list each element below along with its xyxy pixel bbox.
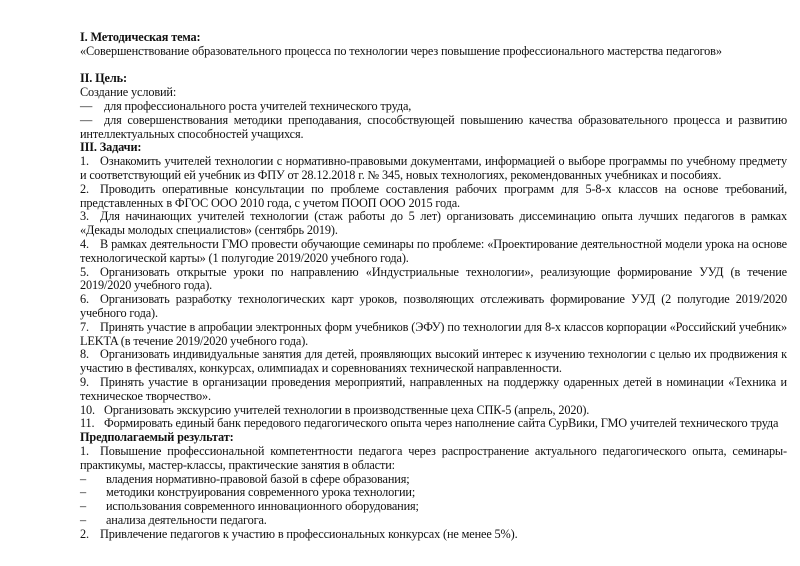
item-number: 3. xyxy=(80,209,89,224)
result-item xyxy=(80,445,787,473)
item-number: 10. xyxy=(80,402,95,417)
section1-heading: I. Методическая тема: xyxy=(80,30,201,44)
task-text: Организовать разработку технологических карт уроков, позволяющих отслеживать формирование УУД (2 полугодие 2019/2020 учебного года). xyxy=(80,292,787,320)
task-item xyxy=(80,321,787,349)
item-number: 1. xyxy=(80,443,89,458)
result-item-text: Привлечение педагогов к участию в профессиональных конкурсах (не менее 5%). xyxy=(100,526,518,541)
section3-heading: III. Задачи: xyxy=(80,140,142,155)
dash-marker: – xyxy=(80,499,86,514)
goal-bullet xyxy=(80,100,787,114)
result-bullet xyxy=(80,473,787,487)
result-bullet-text: методики конструирования современного урока технологии; xyxy=(106,485,416,500)
task-text: Организовать индивидуальные занятия для детей, проявляющих высокий интерес к изучению технологии с целью их продвижения к участию в фестивалях, конкурсах, олимпиадах и соревнованиях технической направленности. xyxy=(80,347,787,376)
result-bullet xyxy=(80,514,787,528)
task-text: Для начинающих учителей технологии (стаж работы до 5 лет) организовать диссеминацию опыта лучших педагогов в рамках «Декады молодых специалистов» (сентябрь 2019). xyxy=(80,209,787,238)
item-number: 6. xyxy=(80,292,89,307)
task-text: Принять участие в апробации электронных форм учебников (ЭФУ) по технологии для 8-х классов корпорации «Российский учебник» LEKTA (в течение 2019/2020 учебного года). xyxy=(80,319,787,348)
task-text: Организовать открытые уроки по направлению «Индустриальные технологии», реализующие формирование УУД (в течение 2019/2020 учебного года). xyxy=(80,264,787,293)
goal-intro: Создание условий: xyxy=(80,85,177,100)
result-bullet-text: использования современного инновационного оборудования; xyxy=(106,499,419,514)
task-item xyxy=(80,293,787,321)
result-bullet-text: анализа деятельности педагога. xyxy=(106,512,267,527)
document-page xyxy=(80,31,787,541)
task-text: Проводить оперативные консультации по проблеме составления рабочих программ для 5-8-х классов на основе требований, представленных в ФГОС ООО 2010 года, с учетом ПООП ООО 2015 года. xyxy=(80,181,787,210)
item-number: 2. xyxy=(80,181,89,196)
task-item xyxy=(80,210,787,238)
section4-heading: Предполагаемый результат: xyxy=(80,430,234,445)
task-text: Принять участие в организации проведения мероприятий, направленных на поддержку одаренных детей в номинации «Техника и техническое творчество». xyxy=(80,374,787,403)
item-number: 1. xyxy=(80,154,89,169)
item-number: 11. xyxy=(80,416,95,431)
dash-marker: – xyxy=(80,485,86,500)
task-item xyxy=(80,266,787,294)
dash-marker: — xyxy=(80,98,93,113)
goal-bullet xyxy=(80,114,787,142)
task-item xyxy=(80,348,787,376)
goal-bullet-text: для совершенствования методики преподавания, способствующей повышению качества образовательного процесса и развитию интеллектуальных способностей учащихся. xyxy=(80,112,787,141)
result-bullet xyxy=(80,486,787,500)
tasks-list xyxy=(80,155,787,431)
task-item xyxy=(80,404,787,418)
task-text: Организовать экскурсию учителей технологии в производственные цеха СПК-5 (апрель, 2020). xyxy=(104,402,590,417)
goal-bullet-text: для профессионального роста учителей технического труда, xyxy=(104,98,412,113)
result-item-text: Повышение профессиональной компетентности педагога через распространение актуального педагогического опыта, семинары-практикумы, мастер-классы, практические занятия в области: xyxy=(80,443,787,472)
item-number: 2. xyxy=(80,526,89,541)
result-bullet xyxy=(80,500,787,514)
result-bullets xyxy=(80,473,787,528)
dash-marker: – xyxy=(80,512,86,527)
task-item xyxy=(80,183,787,211)
task-text: В рамках деятельности ГМО провести обучающие семинары по проблеме: «Проектирование деятельностной модели урока на основе технологической карты» (1 полугодие 2019/2020 учебного года). xyxy=(80,236,787,265)
methodical-theme: «Совершенствование образовательного процесса по технологии через повышение профессионального мастерства педагогов» xyxy=(80,43,722,58)
item-number: 8. xyxy=(80,347,89,362)
task-item xyxy=(80,417,787,431)
task-item xyxy=(80,238,787,266)
item-number: 5. xyxy=(80,264,89,279)
item-number: 9. xyxy=(80,374,89,389)
section2-heading: II. Цель: xyxy=(80,71,127,86)
item-number: 7. xyxy=(80,319,89,334)
task-item xyxy=(80,155,787,183)
task-text: Формировать единый банк передового педагогического опыта через наполнение сайта СурВики, ГМО учителей технического труда xyxy=(104,416,779,431)
task-text: Ознакомить учителей технологии с нормативно-правовыми документами, информацией о выборе программы по учебному предмету и соответствующий ей учебник из ФПУ от 28.12.2018 г. № 345, новых технологиях, рекомендованных учебниках и пособиях. xyxy=(80,154,787,182)
result-item xyxy=(80,528,787,542)
task-item xyxy=(80,376,787,404)
result-bullet-text: владения нормативно-правовой базой в сфере образования; xyxy=(106,471,410,486)
dash-marker: — xyxy=(80,112,93,127)
item-number: 4. xyxy=(80,236,89,251)
dash-marker: – xyxy=(80,471,86,486)
